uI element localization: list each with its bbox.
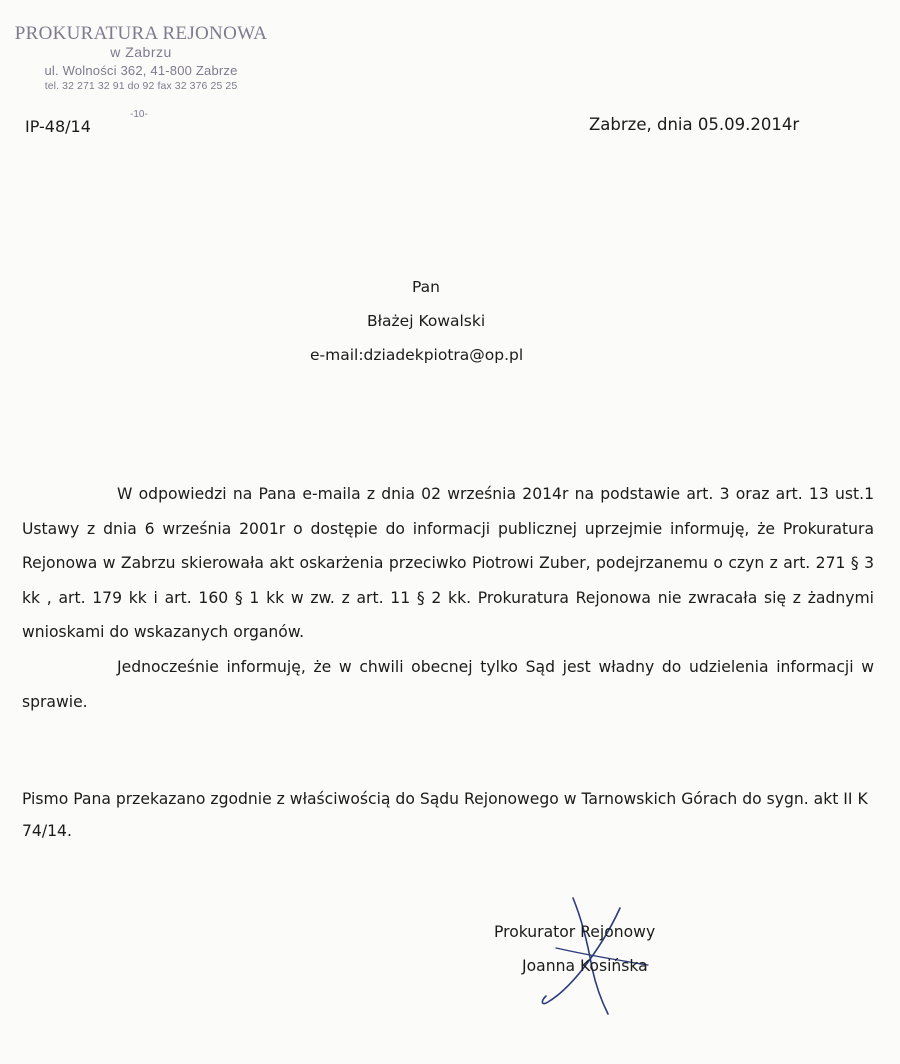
body-paragraph-1: W odpowiedzi na Pana e-maila z dnia 02 września 2014r na podstawie art. 3 oraz art. 13 ust.1 Ustawy z dnia 6 września 2001r o dostępie do informacji publicznej uprzejmie informuję, że Prokuratura Rejonowa w Zabrzu skierowała akt oskarżenia przeciwko Piotrowi Zuber, podejrzanemu o czyn z art. 271 § 3 kk , art. 179 kk i art. 160 § 1 kk w zw. z art. 11 § 2 kk. Prokuratura Rejonowa nie zwracała się z żadnymi wnioskami do wskazanych organów. xyxy=(22,485,874,642)
letter-body xyxy=(22,477,874,719)
closing-note xyxy=(22,783,874,847)
stamp-address: ul. Wolności 362, 41-800 Zabrze xyxy=(44,63,238,78)
signatory-name: Joanna Kosińska xyxy=(522,957,648,975)
stamp-city: w Zabrzu xyxy=(110,44,172,60)
stamp-phone: tel. 32 271 32 91 do 92 fax 32 376 25 25 xyxy=(44,80,238,92)
stamp-serial: -10- xyxy=(130,109,148,120)
signatory-title: Prokurator Rejonowy xyxy=(494,923,656,941)
addressee-email: e-mail:dziadekpiotra@op.pl xyxy=(310,346,524,364)
date-line: Zabrze, dnia 05.09.2014r xyxy=(589,115,800,134)
addressee-name: Błażej Kowalski xyxy=(367,312,486,330)
signature-block xyxy=(470,890,770,1030)
stamp-organization: PROKURATURA REJONOWA xyxy=(14,23,268,44)
office-stamp xyxy=(10,23,272,120)
body-paragraph-2: Jednocześnie informuję, że w chwili obecnej tylko Sąd jest władny do udzielenia informacji w sprawie. xyxy=(22,657,874,711)
closing-note-text: Pismo Pana przekazano zgodnie z właściwością do Sądu Rejonowego w Tarnowskich Górach do sygn. akt II K 74/14. xyxy=(22,790,868,840)
reference-number: IP-48/14 xyxy=(25,117,91,136)
addressee-salutation: Pan xyxy=(412,278,440,296)
addressee-block xyxy=(310,270,610,372)
